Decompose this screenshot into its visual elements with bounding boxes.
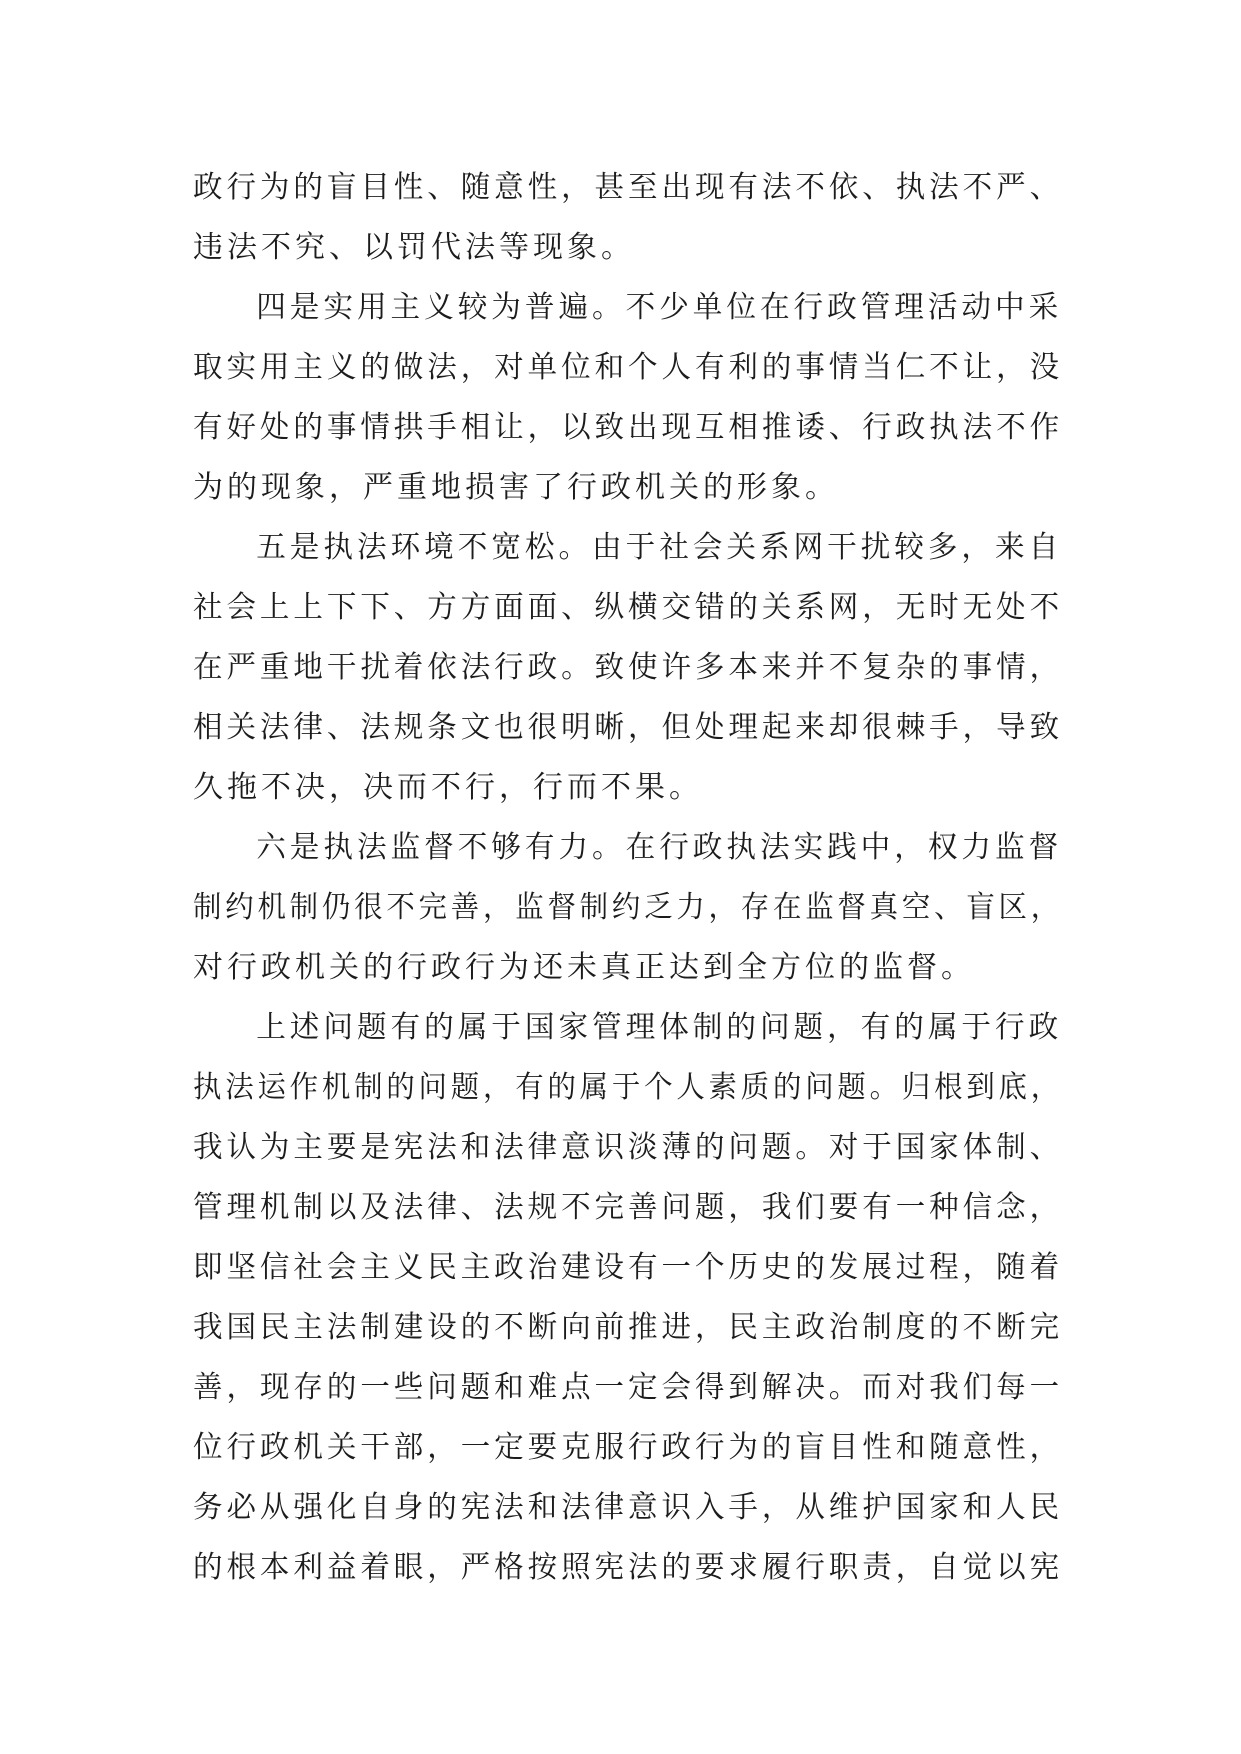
text-line: 管理机制以及法律、法规不完善问题，我们要有一种信念， [193,1190,1064,1225]
text-line: 取实用主义的做法，对单位和个人有利的事情当仁不让，没 [193,350,1064,385]
text-line: 政行为的盲目性、随意性，甚至出现有法不依、执法不严、 [193,170,1064,205]
text-line: 对行政机关的行政行为还未真正达到全方位的监督。 [193,950,975,985]
text-line: 社会上上下下、方方面面、纵横交错的关系网，无时无处不 [193,590,1064,625]
text-line: 位行政机关干部，一定要克服行政行为的盲目性和随意性， [193,1430,1064,1465]
text-line: 善，现存的一些问题和难点一定会得到解决。而对我们每一 [193,1370,1064,1405]
text-line: 相关法律、法规条文也很明晰，但处理起来却很棘手，导致 [193,710,1064,745]
text-line: 我国民主法制建设的不断向前推进，民主政治制度的不断完 [193,1310,1064,1345]
text-line: 违法不究、以罚代法等现象。 [193,230,635,265]
text-line: 制约机制仍很不完善，监督制约乏力，存在监督真空、盲区， [193,890,1063,925]
paragraph-start-line: 四是实用主义较为普遍。不少单位在行政管理活动中采 [256,290,1063,325]
text-line: 即坚信社会主义民主政治建设有一个历史的发展过程，随着 [193,1250,1064,1285]
text-line: 的根本利益着眼，严格按照宪法的要求履行职责，自觉以宪 [193,1550,1064,1585]
text-line: 在严重地干扰着依法行政。致使许多本来并不复杂的事情， [193,650,1064,685]
body-text [193,158,1063,1598]
text-line: 有好处的事情拱手相让，以致出现互相推诿、行政执法不作 [193,410,1064,445]
paragraph-start-line: 六是执法监督不够有力。在行政执法实践中，权力监督 [256,830,1063,865]
text-line: 务必从强化自身的宪法和法律意识入手，从维护国家和人民 [193,1490,1064,1525]
text-line: 我认为主要是宪法和法律意识淡薄的问题。对于国家体制、 [193,1130,1064,1165]
paragraph-start-line: 上述问题有的属于国家管理体制的问题，有的属于行政 [256,1010,1063,1045]
text-line: 为的现象，严重地损害了行政机关的形象。 [193,470,839,505]
text-line: 执法运作机制的问题，有的属于个人素质的问题。归根到底， [193,1070,1063,1105]
paragraph-start-line: 五是执法环境不宽松。由于社会关系网干扰较多，来自 [256,530,1063,565]
text-line: 久拖不决，决而不行，行而不果。 [193,770,703,805]
